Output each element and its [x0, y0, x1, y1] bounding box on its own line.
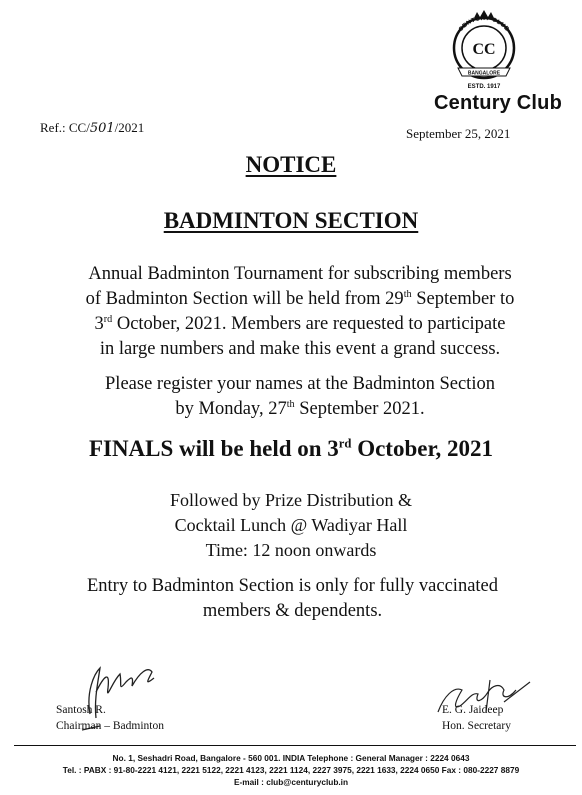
- footer-address: [0, 752, 582, 788]
- notice-date: September 25, 2021: [406, 126, 511, 141]
- ref-suffix: /2021: [114, 120, 145, 135]
- vaccination-notice: [30, 574, 555, 624]
- logo-ring-text: CENTURY CLUB: [458, 15, 510, 33]
- ref-prefix: Ref.: CC/: [40, 120, 90, 135]
- para2-line1: Please register your names at the Badminton Section: [105, 374, 495, 394]
- chairman-block: [56, 702, 164, 734]
- club-crest-icon: [444, 8, 524, 92]
- secretary-name: E. G. Jaideep: [442, 704, 504, 716]
- brand-name: Century Club: [434, 92, 562, 114]
- registration-paragraph: [30, 372, 570, 422]
- reference-number: [40, 120, 144, 136]
- event-line1: Followed by Prize Distribution &: [170, 490, 412, 510]
- svg-text:CENTURY CLUB: [458, 16, 510, 33]
- footer-line3: E-mail : club@centuryclub.in: [233, 777, 349, 787]
- para1-line2: of Badminton Section will be held from 29th September to: [85, 288, 515, 309]
- entry-line1: Entry to Badminton Section is only for fully vaccinated: [86, 576, 499, 596]
- event-details: [0, 488, 582, 563]
- entry-line2: members & dependents.: [202, 601, 383, 621]
- logo-estd: ESTD. 1917: [467, 84, 501, 90]
- logo-motto: BANGALORE: [467, 70, 501, 77]
- event-line2: Cocktail Lunch @ Wadiyar Hall: [174, 515, 408, 535]
- footer-line2: Tel. : PABX : 91-80-2221 4121, 2221 5122, 2221 4123, 2221 1124, 2227 3975, 2221 1633, 2224 0650 Fax : 080-2227 8879: [62, 765, 520, 775]
- finals-heading: FINALS will be held on 3rd October, 2021: [88, 436, 494, 461]
- secretary-block: [442, 702, 511, 734]
- tournament-paragraph: [30, 262, 570, 362]
- section-title: BADMINTON SECTION: [163, 208, 419, 233]
- footer-divider: [14, 745, 576, 746]
- club-logo: [444, 8, 524, 92]
- logo-monogram: CC: [472, 41, 496, 58]
- chairman-name: Santosh R.: [56, 704, 106, 716]
- para1-line1: Annual Badminton Tournament for subscribing members: [88, 264, 512, 284]
- event-line3: Time: 12 noon onwards: [205, 540, 377, 560]
- notice-title: NOTICE: [245, 152, 337, 177]
- ref-handwritten-number: 501: [89, 121, 115, 136]
- secretary-title: Hon. Secretary: [442, 720, 511, 732]
- para1-line4: in large numbers and make this event a grand success.: [99, 339, 501, 359]
- chairman-title: Chairman – Badminton: [56, 720, 164, 732]
- para2-line2: by Monday, 27th September 2021.: [175, 398, 425, 419]
- para1-line3: 3rd October, 2021. Members are requested to participate: [94, 313, 506, 334]
- footer-line1: No. 1, Seshadri Road, Bangalore - 560 001. INDIA Telephone : General Manager : 2224 0643: [112, 753, 470, 763]
